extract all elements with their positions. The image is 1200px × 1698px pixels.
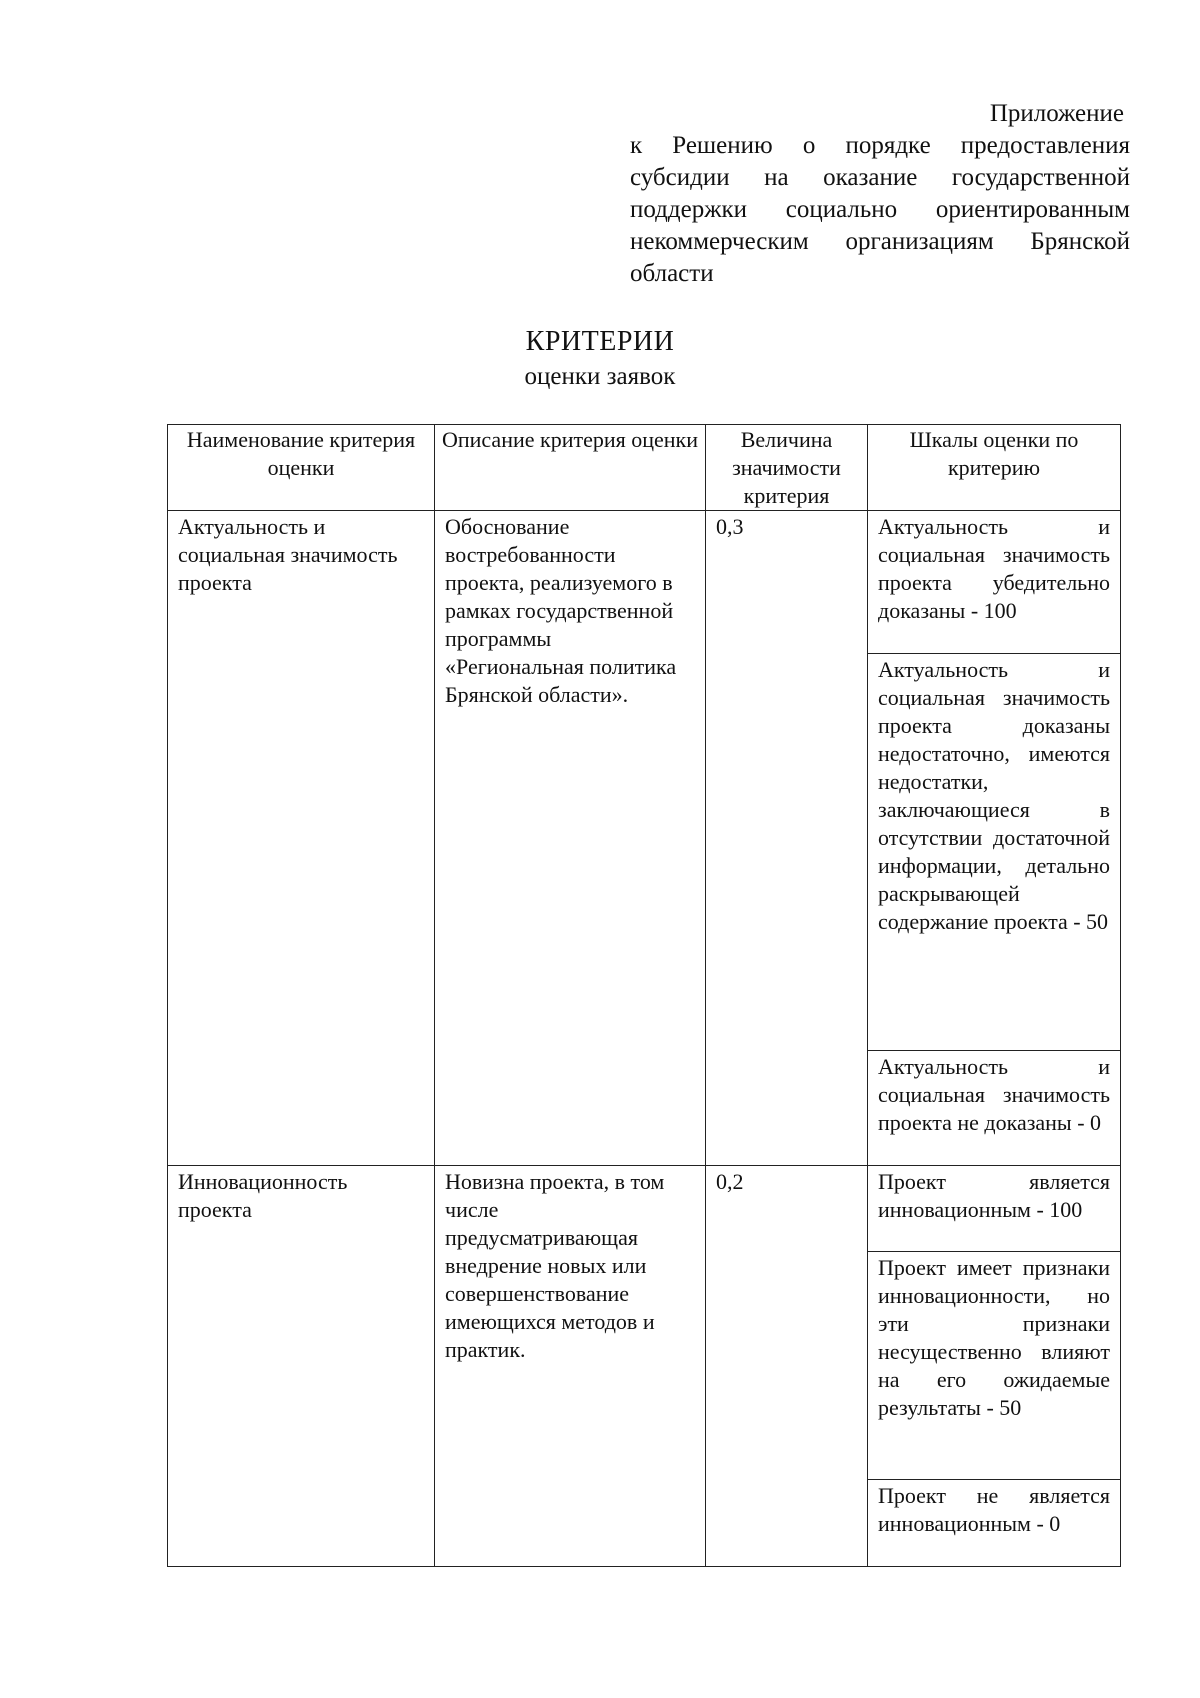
scale-item: Актуальность и социальная значимость проекта не доказаны - 0 — [878, 1054, 1110, 1135]
criterion-weight: 0,2 — [706, 1166, 868, 1567]
header-criterion-weight: Величина значимости критерия — [706, 425, 868, 511]
scale-item: Проект является инновационным - 100 — [868, 1166, 1120, 1252]
criterion-weight: 0,3 — [706, 511, 868, 1166]
criteria-table — [167, 424, 1121, 1567]
appendix-text: к Решению о порядке предоставления субсидии на оказание государственной поддержки социально ориентированным некоммерческим организациям Брянской области — [630, 132, 1130, 287]
criterion-description: Новизна проекта, в том числе предусматривающая внедрение новых или совершенствование имеющихся методов и практик. — [435, 1166, 706, 1567]
criterion-scales — [868, 511, 1121, 1166]
header-criterion-description: Описание критерия оценки — [435, 425, 706, 511]
scale-item: Проект не является инновационным - 0 — [878, 1483, 1110, 1536]
criterion-name: Инновационность проекта — [168, 1166, 435, 1567]
table-row — [168, 511, 1121, 1166]
header-criterion-name: Наименование критерия оценки — [168, 425, 435, 511]
document-subtitle: оценки заявок — [524, 363, 676, 390]
appendix-block — [630, 98, 1130, 290]
criterion-name: Актуальность и социальная значимость проекта — [168, 511, 435, 1166]
criterion-description: Обоснование востребованности проекта, реализуемого в рамках государственной программы «Региональная политика Брянской области». — [435, 511, 706, 1166]
table-header-row — [168, 425, 1121, 511]
criterion-scales — [868, 1166, 1121, 1567]
scale-item: Актуальность и социальная значимость проекта доказаны недостаточно, имеются недостатки, заключающиеся в отсутствии достаточной информации, детально раскрывающей содержание проекта - 50 — [868, 654, 1120, 1051]
header-criterion-scales: Шкалы оценки по критерию — [868, 425, 1121, 511]
scale-item: Проект имеет признаки инновационности, но эти признаки несущественно влияют на его ожидаемые результаты - 50 — [868, 1252, 1120, 1480]
document-title: КРИТЕРИИ — [525, 326, 675, 357]
appendix-title: Приложение — [989, 100, 1124, 127]
table-row — [168, 1166, 1121, 1567]
scale-item: Актуальность и социальная значимость проекта убедительно доказаны - 100 — [868, 511, 1120, 654]
